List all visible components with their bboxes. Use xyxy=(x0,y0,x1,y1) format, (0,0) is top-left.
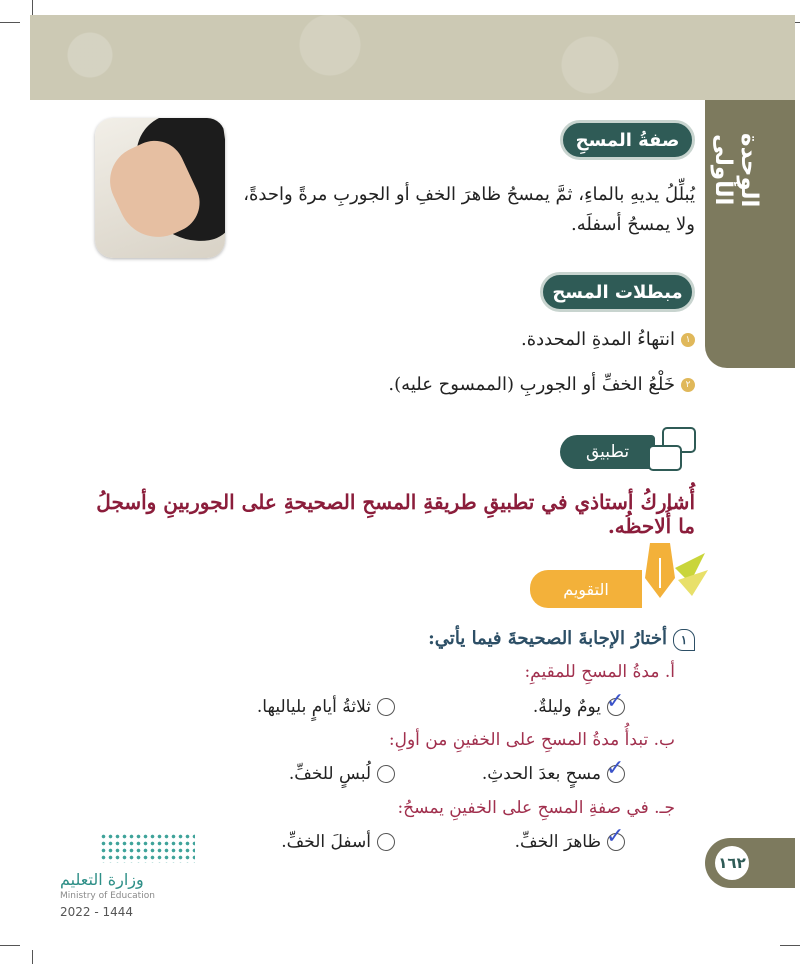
question-text: أختارُ الإجابةَ الصحيحةَ فيما يأتي: xyxy=(428,628,667,649)
option-other[interactable] xyxy=(265,832,395,852)
section-title-masah xyxy=(560,120,695,160)
application-label: تطبيق xyxy=(560,435,655,469)
page-number-tab xyxy=(705,838,795,888)
check-icon: ✓ xyxy=(606,756,625,781)
evaluation-label: التقويم xyxy=(530,570,642,608)
ministry-name-ar: وزارة التعليم xyxy=(60,870,144,889)
mubtilat-item xyxy=(300,325,695,355)
masah-line-2: ولا يمسحُ أسفلَه. xyxy=(570,214,695,235)
crop-mark xyxy=(32,0,33,15)
option-correct[interactable] xyxy=(440,756,625,784)
section-title-mubtilat xyxy=(540,272,695,312)
option-circle[interactable] xyxy=(377,765,395,783)
crop-mark xyxy=(0,22,20,23)
section-title-masah-text: صفةُ المسحِ xyxy=(575,129,680,151)
unit-label: الوحدة الأولى xyxy=(710,132,762,208)
option-text: أسفلَ الخفِّ. xyxy=(281,832,371,852)
question-part-label: ب. تبدأُ مدةُ المسحِ على الخفينِ من أولِ: xyxy=(388,730,675,750)
top-decorative-band xyxy=(30,15,795,100)
option-text: يومٌ وليلةٌ. xyxy=(532,697,601,717)
application-header xyxy=(560,427,695,472)
ministry-name-en: Ministry of Education xyxy=(60,891,155,901)
option-correct[interactable] xyxy=(480,689,625,717)
option-circle[interactable] xyxy=(606,689,625,716)
bullet-number-icon: ٢ xyxy=(681,378,695,392)
option-text: لُبسٍ للخفِّ. xyxy=(288,764,371,784)
question-part-label: جـ. في صفةِ المسحِ على الخفينِ يمسحُ: xyxy=(397,798,675,818)
option-circle[interactable] xyxy=(606,824,625,851)
mubtilat-item-text: خَلْعُ الخفِّ أو الجوربِ (الممسوح عليه). xyxy=(388,374,675,395)
bullet-number-icon: ١ xyxy=(681,333,695,347)
check-icon: ✓ xyxy=(606,689,625,714)
option-text: ظاهرَ الخفِّ. xyxy=(514,832,601,852)
mubtilat-item xyxy=(300,370,695,400)
crop-mark xyxy=(32,950,33,964)
question-title xyxy=(300,628,695,651)
speech-bubble-icon xyxy=(648,445,682,471)
edition-year: 2022 - 1444 xyxy=(60,905,134,919)
option-text: ثلاثةُ أيامٍ بلياليها. xyxy=(256,697,371,717)
ministry-logo-dots-icon xyxy=(100,833,195,863)
page-number: ١٦٢ xyxy=(715,846,749,880)
option-circle[interactable] xyxy=(377,698,395,716)
check-icon: ✓ xyxy=(606,824,625,849)
option-other[interactable] xyxy=(265,764,395,784)
question-part-label: أ. مدةُ المسحِ للمقيمِ: xyxy=(524,662,675,682)
option-circle[interactable] xyxy=(377,833,395,851)
wiping-socks-photo xyxy=(95,118,225,258)
section-title-mubtilat-text: مبطلات المسح xyxy=(552,281,683,303)
option-other[interactable] xyxy=(225,697,395,717)
masah-description xyxy=(240,180,695,240)
option-text: مسحٍ بعدَ الحدثِ. xyxy=(481,764,601,784)
mubtilat-item-text: انتهاءُ المدةِ المحددة. xyxy=(520,329,675,350)
masah-line-1: يُبلِّلُ يديهِ بالماءِ، ثمَّ يمسحُ ظاهرَ الخفِ أو الجوربِ مرةً واحدةً، xyxy=(243,184,695,205)
question-number: ١ xyxy=(673,629,695,651)
option-correct[interactable] xyxy=(480,824,625,852)
option-circle[interactable] xyxy=(606,756,625,783)
crop-mark xyxy=(0,945,20,946)
application-text: أُشاركُ أستاذي في تطبيقِ طريقةِ المسحِ الصحيحةِ على الجوربينِ وأسجلُ ما أُلاحظُه. xyxy=(96,490,695,538)
crop-mark xyxy=(780,945,800,946)
